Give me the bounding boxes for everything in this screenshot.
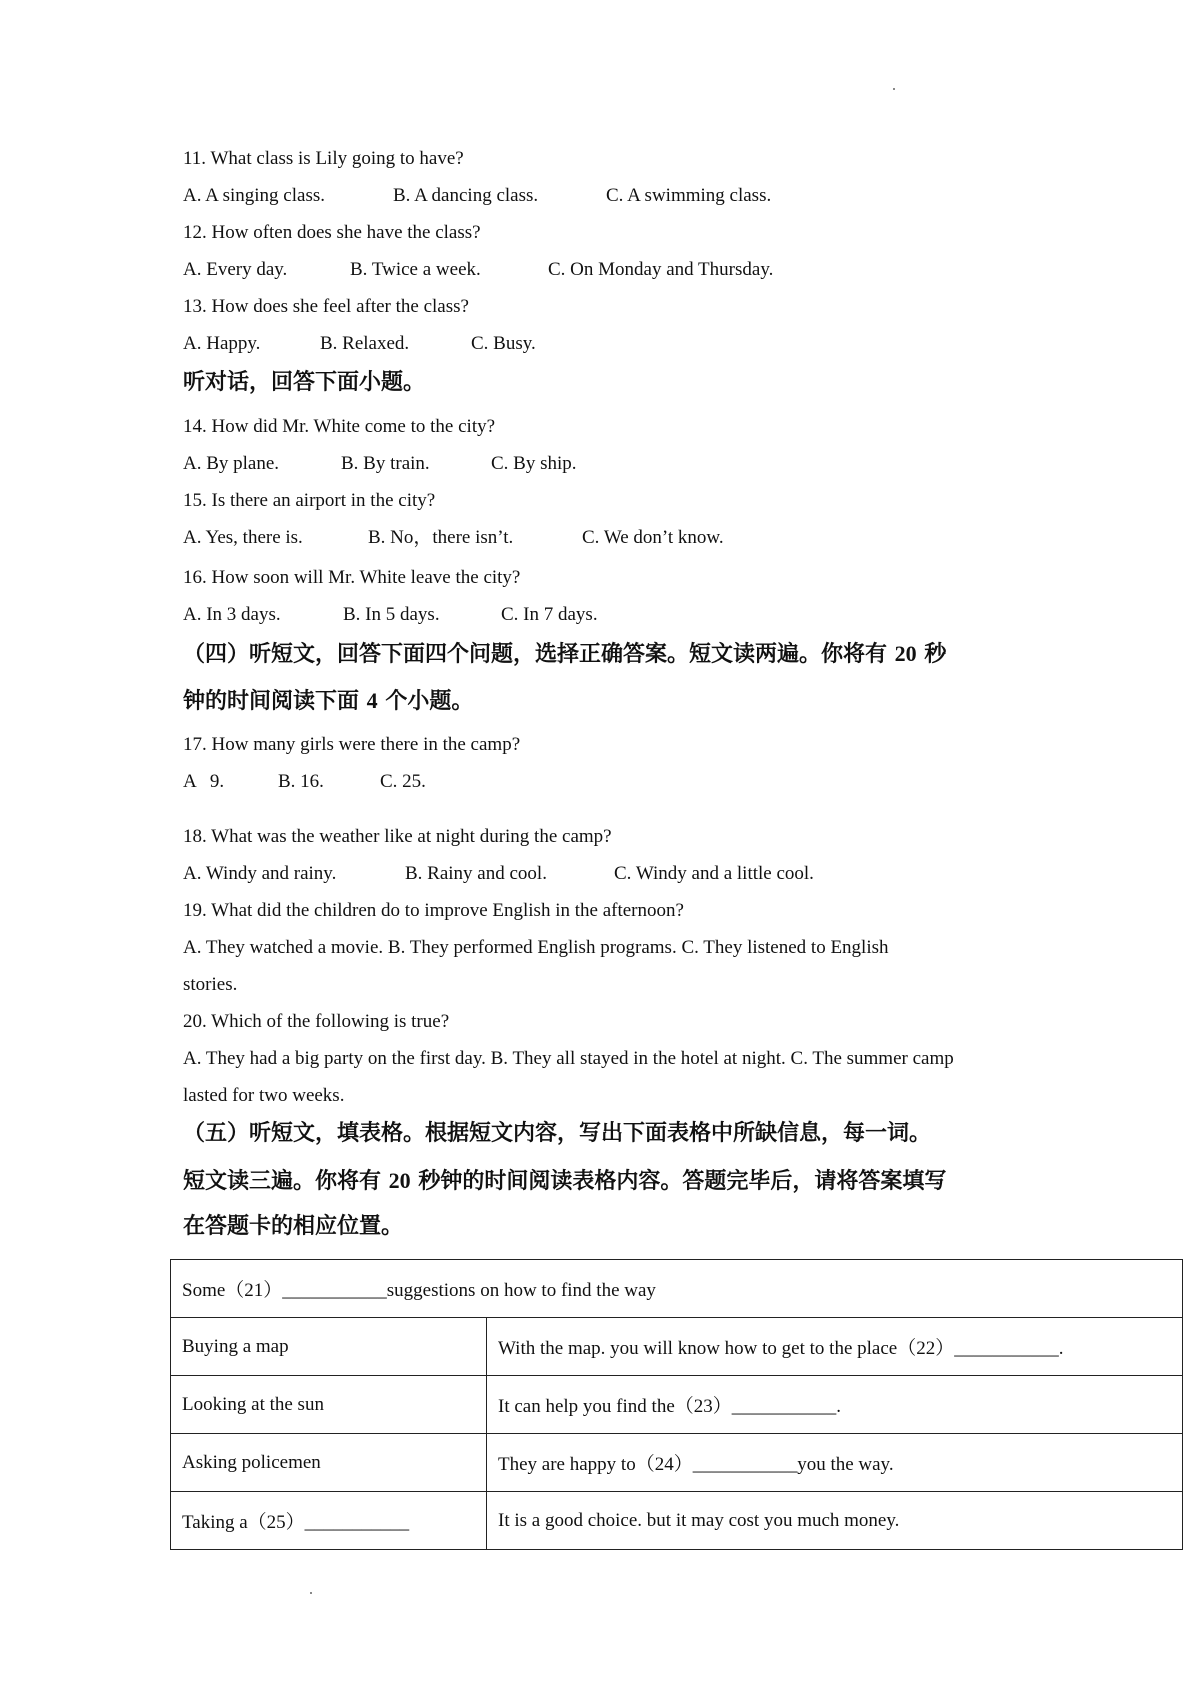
q11-option-a: A. A singing class. <box>183 185 325 206</box>
q15-option-a: A. Yes, there is. <box>183 527 303 548</box>
table-row <box>171 1434 1183 1492</box>
table-cell-left: Buying a map <box>171 1318 487 1376</box>
section-5-heading-line3: 在答题卡的相应位置。 <box>183 1214 404 1239</box>
q18-option-a: A. Windy and rainy. <box>183 863 337 884</box>
table-cell-right: It is a good choice. but it may cost you much money. <box>487 1492 1183 1550</box>
section-dialogue-heading: 听对话，回答下面小题。 <box>183 370 426 395</box>
table-cell-left: Looking at the sun <box>171 1376 487 1434</box>
question-11: 11. What class is Lily going to have? <box>183 148 464 169</box>
q16-option-c: C. In 7 days. <box>501 604 598 625</box>
q14-option-c: C. By ship. <box>491 453 577 474</box>
question-12: 12. How often does she have the class? <box>183 222 481 243</box>
section-5-heading-line1: （五）听短文，填表格。根据短文内容，写出下面表格中所缺信息，每一词。 <box>183 1121 932 1146</box>
section-5-text: 秒钟的时间阅读表格内容。答题完毕后，请将答案填写 <box>410 1169 947 1194</box>
question-15: 15. Is there an airport in the city? <box>183 490 436 511</box>
table-row <box>171 1492 1183 1550</box>
q13-option-a: A. Happy. <box>183 333 261 354</box>
table-cell-left: Taking a（25）___________ <box>171 1492 487 1550</box>
question-14: 14. How did Mr. White come to the city? <box>183 416 496 437</box>
q14-option-b: B. By train. <box>341 453 430 474</box>
table-cell-right: It can help you find the（23）___________. <box>487 1376 1183 1434</box>
table-cell-right: With the map. you will know how to get to the place（22）___________. <box>487 1318 1183 1376</box>
table-row <box>171 1376 1183 1434</box>
section-4-heading-line2 <box>183 688 473 715</box>
question-16: 16. How soon will Mr. White leave the city? <box>183 567 521 588</box>
q13-option-b: B. Relaxed. <box>320 333 410 354</box>
q17-option-a: A 9. <box>183 771 225 792</box>
table-title-row <box>171 1260 1183 1318</box>
section-5-number: 20 <box>388 1168 411 1193</box>
q20-options: A. They had a big party on the first day. B. They all stayed in the hotel at night. C. The summer camp <box>183 1048 954 1069</box>
q11-option-b: B. A dancing class. <box>393 185 539 206</box>
q12-option-a: A. Every day. <box>183 259 288 280</box>
section-4-text: 秒 <box>916 642 947 667</box>
section-4-text: 钟的时间阅读下面 <box>183 689 367 714</box>
q11-option-c: C. A swimming class. <box>606 185 772 206</box>
q16-option-b: B. In 5 days. <box>343 604 440 625</box>
section-4-text: （四）听短文，回答下面四个问题，选择正确答案。短文读两遍。你将有 <box>183 642 895 667</box>
section-5-text: 短文读三遍。你将有 <box>183 1169 389 1194</box>
q18-option-b: B. Rainy and cool. <box>405 863 547 884</box>
q17-option-c: C. 25. <box>380 771 426 792</box>
q14-option-a: A. By plane. <box>183 453 280 474</box>
table-cell-right: They are happy to（24）___________you the way. <box>487 1434 1183 1492</box>
q20-options-continued: lasted for two weeks. <box>183 1085 345 1106</box>
question-19: 19. What did the children do to improve English in the afternoon? <box>183 900 684 921</box>
section-4-text: 个小题。 <box>377 689 474 714</box>
q12-option-b: B. Twice a week. <box>350 259 481 280</box>
question-13: 13. How does she feel after the class? <box>183 296 469 317</box>
q19-options-continued: stories. <box>183 974 238 995</box>
q16-option-a: A. In 3 days. <box>183 604 281 625</box>
q15-option-c: C. We don’t know. <box>582 527 724 548</box>
question-20: 20. Which of the following is true? <box>183 1011 450 1032</box>
q12-option-c: C. On Monday and Thursday. <box>548 259 774 280</box>
question-17: 17. How many girls were there in the camp? <box>183 734 521 755</box>
section-4-heading-line1 <box>183 641 946 668</box>
suggestions-table <box>170 1259 1183 1550</box>
section-4-number: 20 <box>894 641 917 666</box>
question-18: 18. What was the weather like at night during the camp? <box>183 826 612 847</box>
section-4-number: 4 <box>366 688 378 713</box>
q13-option-c: C. Busy. <box>471 333 536 354</box>
q17-option-b: B. 16. <box>278 771 324 792</box>
table-title-cell: Some（21）___________suggestions on how to find the way <box>171 1260 1183 1318</box>
scan-dot <box>893 88 895 90</box>
q19-options: A. They watched a movie. B. They performed English programs. C. They listened to English <box>183 937 889 958</box>
table-row <box>171 1318 1183 1376</box>
q15-option-b: B. No，there isn’t. <box>368 527 514 548</box>
table-cell-left: Asking policemen <box>171 1434 487 1492</box>
scan-dot <box>310 1592 312 1594</box>
q18-option-c: C. Windy and a little cool. <box>614 863 814 884</box>
section-5-heading-line2 <box>183 1168 946 1195</box>
